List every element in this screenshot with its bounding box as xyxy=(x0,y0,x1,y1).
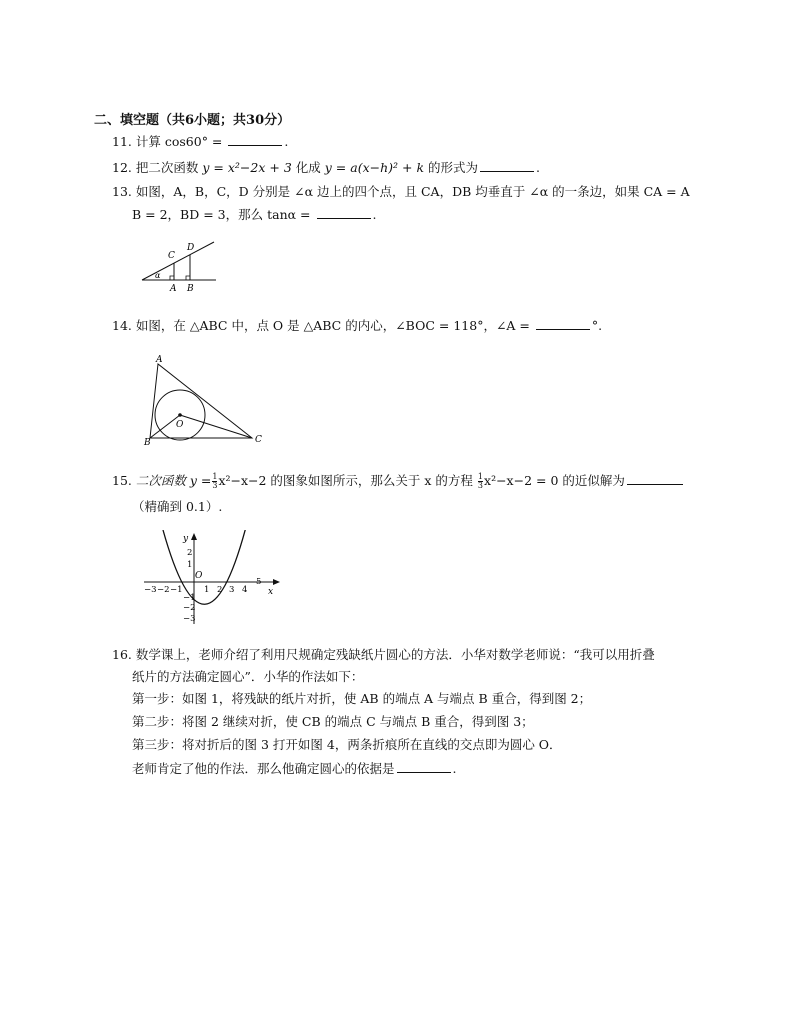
label-b: B xyxy=(144,438,151,448)
question-number: 15. xyxy=(112,473,132,488)
step-3: 第三步：将对折后的图 3 打开如图 4，两条折痕所在直线的交点即为圆心 O． xyxy=(132,737,562,752)
x-axis-label: x xyxy=(268,587,274,597)
question-text: 老师肯定了他的作法．那么他确定圆心的依据是 xyxy=(132,761,395,776)
question-number: 16. xyxy=(112,647,132,662)
question-number: 13. xyxy=(112,184,132,199)
x-tick: 2 xyxy=(217,585,223,595)
answer-blank[interactable] xyxy=(536,318,590,330)
section-title: 二、填空题（共6小题；共30分） xyxy=(94,113,291,128)
question-11 xyxy=(112,134,288,150)
y-tick: −1 xyxy=(183,593,196,603)
period: . xyxy=(536,160,541,175)
x-tick: −3 xyxy=(144,585,157,595)
question-text: x²−x−2 的图象如图所示，那么关于 x 的方程 xyxy=(218,473,473,488)
y-tick: −2 xyxy=(183,603,196,613)
question-13-line1 xyxy=(112,184,690,200)
question-16-line1 xyxy=(112,647,655,663)
question-number: 14. xyxy=(112,318,132,333)
y-axis-arrow xyxy=(191,533,197,540)
question-number: 11. xyxy=(112,134,132,149)
x-axis-arrow xyxy=(273,579,280,585)
x-tick: 3 xyxy=(229,585,235,595)
label-c: C xyxy=(255,435,262,445)
fraction-denominator: 3 xyxy=(477,481,484,490)
label-o: O xyxy=(176,420,184,430)
question-text: 计算 cos60° = xyxy=(135,134,223,149)
incircle-figure xyxy=(142,350,266,448)
slant-line xyxy=(142,242,214,280)
label-b: B xyxy=(187,284,194,294)
period: . xyxy=(452,761,457,776)
y-tick: 2 xyxy=(187,548,193,558)
period: . xyxy=(284,134,289,149)
period: . xyxy=(372,207,377,222)
origin-label: O xyxy=(195,571,203,581)
question-text: x²−x−2 = 0 的近似解为 xyxy=(484,473,625,488)
question-text: 如图，在 △ABC 中，点 O 是 △ABC 的内心，∠BOC = 118°，∠A = xyxy=(135,318,530,333)
question-text-prefix: 把二次函数 xyxy=(135,160,199,175)
question-14 xyxy=(112,318,602,334)
question-15-line2: （精确到 0.1）. xyxy=(132,499,223,514)
x-tick: −1 xyxy=(170,585,183,595)
degree-period: °. xyxy=(591,318,603,333)
question-12 xyxy=(112,160,540,176)
question-13-line2 xyxy=(132,207,377,223)
answer-blank[interactable] xyxy=(317,207,371,219)
answer-blank[interactable] xyxy=(627,473,683,485)
answer-blank[interactable] xyxy=(480,160,534,172)
step-2: 第二步：将图 2 继续对折，使 CB 的端点 C 与端点 B 重合，得到图 3； xyxy=(132,714,534,729)
expression: y = x²−2x + 3 xyxy=(202,160,292,175)
fraction-numerator: 1 xyxy=(477,472,484,481)
x-tick: 1 xyxy=(204,585,210,595)
right-angle-mark xyxy=(170,276,174,280)
question-text-suffix: 的形式为 xyxy=(428,160,479,175)
step-1: 第一步：如图 1，将残缺的纸片对折，使 AB 的端点 A 与端点 B 重合，得到图 2； xyxy=(132,691,592,706)
y-tick: −3 xyxy=(183,614,196,624)
answer-blank[interactable] xyxy=(228,134,282,146)
y-tick: 1 xyxy=(187,560,193,570)
label-a: A xyxy=(170,284,177,294)
fraction xyxy=(212,473,217,490)
y-axis-label: y xyxy=(183,534,189,544)
x-tick: −2 xyxy=(157,585,170,595)
question-text: 如图，A，B，C，D 分别是 ∠α 边上的四个点，且 CA，DB 均垂直于 ∠α 的一条边，如果 CA = A xyxy=(135,184,690,199)
fraction-denominator: 3 xyxy=(212,481,218,490)
x-tick: 5 xyxy=(256,577,262,587)
question-15-line1 xyxy=(112,473,685,490)
fraction xyxy=(478,473,483,490)
label-alpha: α xyxy=(155,271,161,280)
vertex-form: y = a(x−h)² + k xyxy=(324,160,425,175)
x-tick: 4 xyxy=(242,585,248,595)
fraction-numerator: 1 xyxy=(212,472,218,481)
label-d: D xyxy=(187,243,195,253)
question-number: 12. xyxy=(112,160,132,175)
function-prefix: 二次函数 y = xyxy=(135,473,212,488)
label-a: A xyxy=(156,355,163,365)
question-16-line2: 纸片的方法确定圆心”．小华的作法如下： xyxy=(132,669,364,684)
question-16-last xyxy=(132,761,457,777)
angle-figure xyxy=(138,238,220,294)
parabola-graph xyxy=(140,530,286,626)
label-c: C xyxy=(168,251,175,261)
answer-blank[interactable] xyxy=(397,761,451,773)
segment-oc xyxy=(180,415,252,438)
question-text-mid: 化成 xyxy=(295,160,321,175)
question-text: B = 2，BD = 3，那么 tanα = xyxy=(132,207,311,222)
right-angle-mark xyxy=(186,276,190,280)
question-text: 数学课上，老师介绍了利用尺规确定残缺纸片圆心的方法．小华对数学老师说：“我可以用折叠 xyxy=(135,647,655,662)
